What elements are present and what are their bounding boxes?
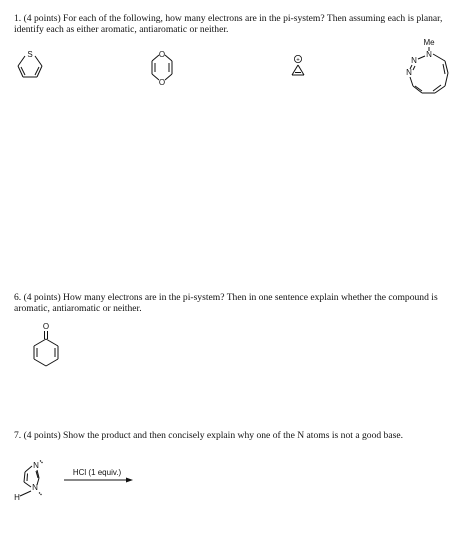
- thiophene-sulfur-label: S: [27, 50, 33, 59]
- azocine-n3-label: N: [406, 68, 412, 77]
- imidazole-n1-label: N: [32, 483, 38, 492]
- methyl-label: Me: [423, 38, 435, 47]
- question-7-text: 7. (4 points) Show the product and then concisely explain why one of the N atoms is not a good base.: [14, 430, 404, 441]
- dioxin-oxygen-top: O: [158, 50, 166, 59]
- imidazole-n3-label: N: [33, 461, 39, 470]
- azocine-n2-label: N: [411, 56, 417, 65]
- dioxin-structure: [146, 48, 178, 88]
- imidazole-structure: [10, 456, 60, 504]
- dioxin-oxygen-bottom: O: [158, 78, 166, 87]
- cyclopropenyl-cation-structure: [288, 54, 308, 78]
- ketone-oxygen-label: O: [42, 322, 50, 331]
- azocine-n1-label: N: [426, 50, 432, 59]
- azocine-structure: [400, 36, 462, 102]
- cyclohexadienone-structure: [24, 319, 68, 369]
- cation-charge-label: +: [296, 57, 300, 64]
- imidazole-h-label: H: [14, 493, 20, 502]
- question-1-text: 1. (4 points) For each of the following, how many electrons are in the pi-system? Then assuming each is planar, identify each as either aromatic, antiaromatic or neither.: [14, 13, 443, 36]
- reagent-label: HCl (1 equiv.): [72, 468, 122, 477]
- thiophene-structure: [12, 46, 48, 82]
- reaction-arrow: [62, 465, 136, 489]
- question-6-text: 6. (4 points) How many electrons are in the pi-system? Then in one sentence explain whether the compound is aromatic, antiaromatic or neither.: [14, 292, 438, 315]
